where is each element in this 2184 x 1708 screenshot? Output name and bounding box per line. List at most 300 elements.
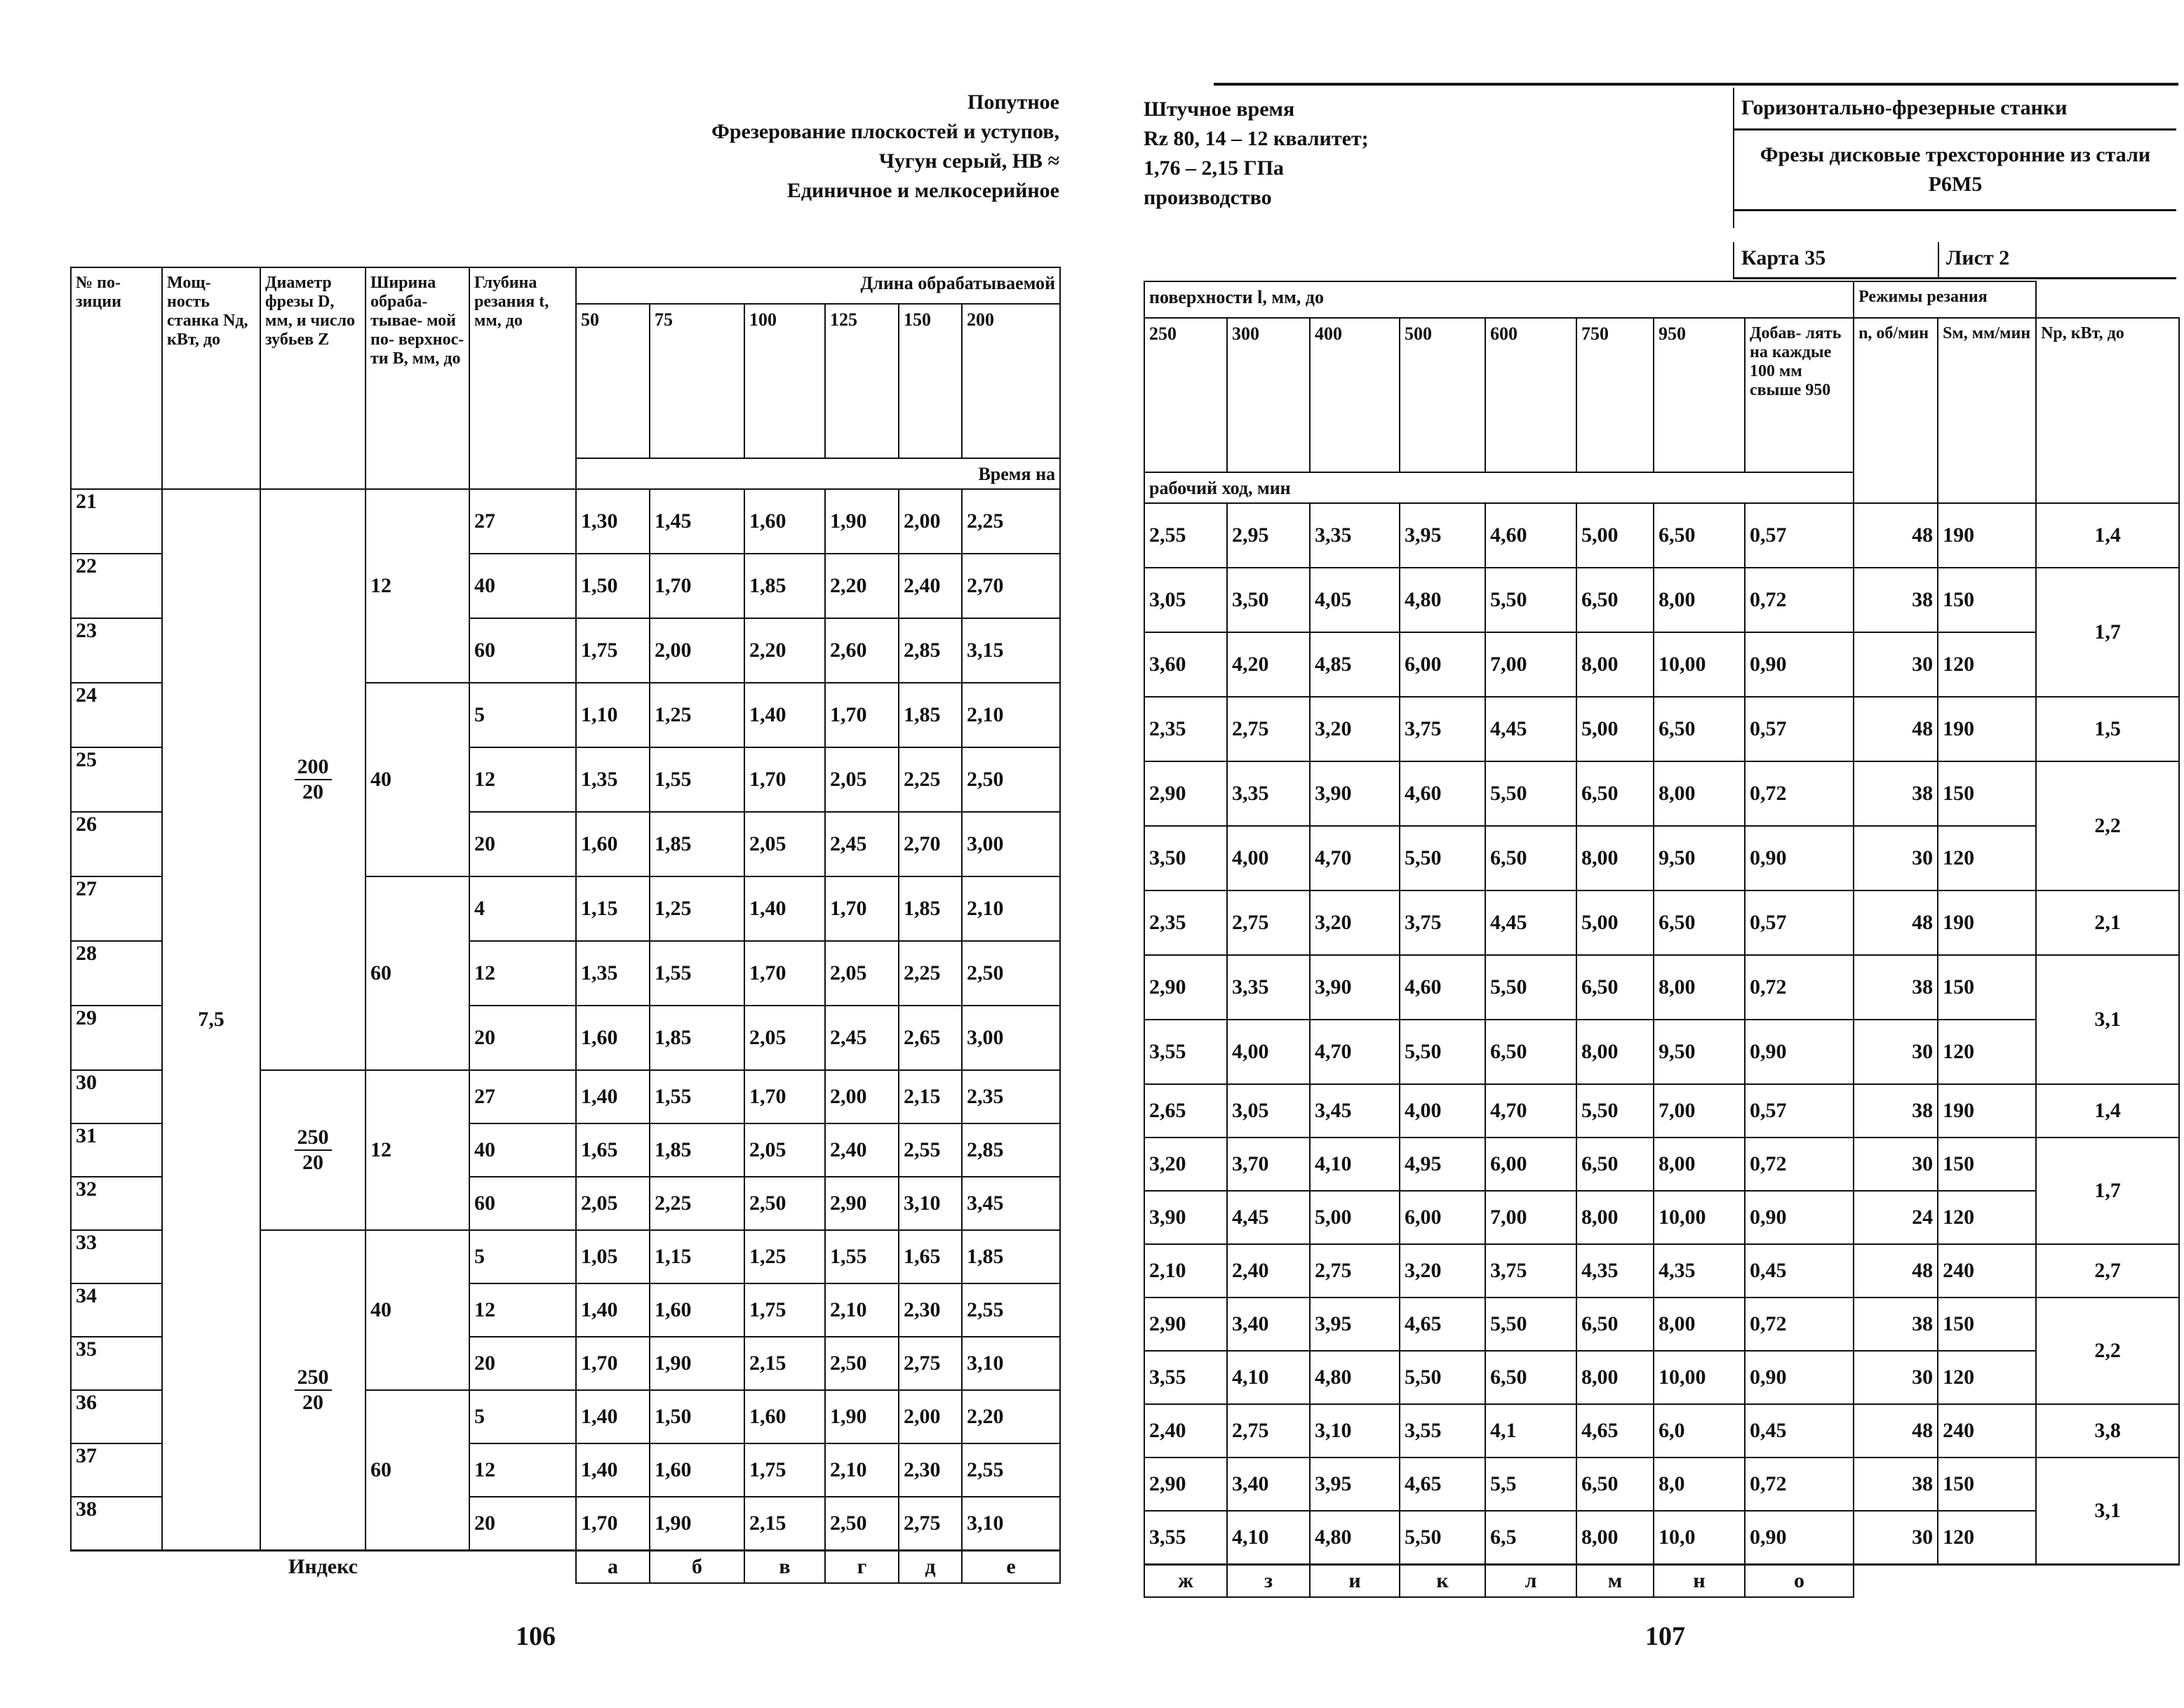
spindle-speed: 30 [1854,826,1938,890]
header-line: Фрезерование плоскостей и уступов, [711,120,1059,143]
cut-depth: 27 [469,1070,576,1123]
time-value: 3,35 [1227,955,1310,1020]
time-value: 3,35 [1227,761,1310,826]
time-value: 2,25 [899,941,962,1006]
time-value: 1,75 [576,618,650,683]
time-value: 4,65 [1400,1457,1485,1511]
time-value: 2,15 [744,1497,825,1550]
time-value: 2,35 [1144,697,1227,761]
add-value: 0,90 [1745,1191,1854,1244]
time-value: 2,90 [1144,1297,1227,1351]
time-value: 3,00 [962,1006,1060,1070]
surface-width: 12 [366,489,469,683]
time-value: 3,20 [1310,697,1400,761]
cut-depth: 20 [469,812,576,876]
time-value: 8,00 [1654,1137,1745,1191]
time-value: 2,05 [744,1123,825,1177]
time-value: 2,05 [825,941,899,1006]
time-value: 3,40 [1227,1297,1310,1351]
time-value: 1,75 [744,1283,825,1337]
table-row [1144,1020,2179,1084]
header-line: 1,76 – 2,15 ГПа [1144,156,1284,180]
cut-depth: 12 [469,747,576,812]
time-value: 1,70 [744,747,825,812]
time-value: 6,00 [1485,1137,1576,1191]
time-value: 4,45 [1227,1191,1310,1244]
position-number: 38 [71,1497,162,1550]
position-number: 32 [71,1177,162,1230]
time-value: 1,60 [744,489,825,554]
spindle-speed: 30 [1854,1137,1938,1191]
feed-value: 240 [1938,1244,2036,1297]
time-value: 1,60 [576,812,650,876]
time-value: 4,60 [1485,503,1576,568]
time-value: 5,00 [1576,503,1654,568]
diameter-value: 250 [295,1366,332,1391]
time-value: 5,50 [1400,1351,1485,1404]
add-value: 0,90 [1745,1511,1854,1564]
length-header: 250 [1144,318,1227,472]
position-number: 24 [71,683,162,747]
time-value: 4,80 [1400,568,1485,632]
time-value: 1,70 [650,554,744,618]
feed-value: 240 [1938,1404,2036,1457]
position-number: 31 [71,1123,162,1177]
time-value: 4,20 [1227,632,1310,697]
time-value: 2,10 [825,1283,899,1337]
time-value: 4,85 [1310,632,1400,697]
power-value: 2,2 [2036,761,2179,890]
feed-value: 120 [1938,632,2036,697]
feed-value: 120 [1938,1511,2036,1564]
time-value: 8,00 [1654,761,1745,826]
time-value: 2,50 [962,747,1060,812]
time-value: 6,50 [1654,890,1745,955]
time-value: 6,50 [1576,761,1654,826]
time-value: 6,5 [1485,1511,1576,1564]
index-letter: о [1745,1564,1854,1597]
time-value: 3,55 [1400,1404,1485,1457]
tool-title: Фрезы дисковые трехсторонние из стали Р6М5 [1734,131,2176,211]
time-value: 1,85 [650,812,744,876]
spindle-speed: 48 [1854,1404,1938,1457]
time-value: 4,10 [1227,1511,1310,1564]
cutter-diameter [260,489,366,1070]
col-header-width: Ширина обраба- тывае- мой по- верхнос- ти B, мм, до [366,267,469,489]
time-value: 2,10 [962,683,1060,747]
time-value: 2,30 [899,1443,962,1497]
table-row [1144,1244,2179,1297]
time-value: 10,00 [1654,1351,1745,1404]
time-value: 3,20 [1400,1244,1485,1297]
cut-depth: 12 [469,941,576,1006]
spindle-speed: 48 [1854,890,1938,955]
time-value: 5,50 [1485,1297,1576,1351]
add-value: 0,90 [1745,826,1854,890]
table-row [1144,1457,2179,1511]
time-value: 4,70 [1310,826,1400,890]
time-value: 3,35 [1310,503,1400,568]
time-value: 3,75 [1400,697,1485,761]
time-value: 4,00 [1400,1084,1485,1137]
feed-header: Sм, мм/мин [1938,318,2036,503]
position-number: 29 [71,1006,162,1070]
time-value: 2,20 [962,1390,1060,1443]
time-value: 2,70 [899,812,962,876]
time-value: 2,15 [899,1070,962,1123]
card-number: Карта 35 [1734,242,1939,277]
index-label: Индекс [71,1550,576,1583]
time-value: 8,00 [1576,826,1654,890]
index-letter: м [1576,1564,1654,1597]
diameter-value: 250 [295,1126,332,1151]
table-row [1144,697,2179,761]
time-value: 4,35 [1576,1244,1654,1297]
add-value: 0,72 [1745,761,1854,826]
time-value: 1,50 [576,554,650,618]
time-value: 3,95 [1310,1457,1400,1511]
time-value: 4,35 [1654,1244,1745,1297]
time-value: 8,00 [1576,632,1654,697]
add-value: 0,57 [1745,697,1854,761]
feed-value: 190 [1938,697,2036,761]
time-value: 2,05 [744,812,825,876]
table-row [1144,890,2179,955]
time-value: 6,50 [1576,1297,1654,1351]
time-value: 1,55 [650,941,744,1006]
header-line: Единичное и мелкосерийное [786,179,1059,202]
index-letter: а [576,1550,650,1583]
header-line: Rz 80, 14 – 12 квалитет; [1144,127,1369,150]
position-number: 34 [71,1283,162,1337]
time-value: 7,00 [1654,1084,1745,1137]
right-table [1144,281,2180,1598]
header-line: Чугун серый, НВ ≈ [878,149,1059,173]
surface-length-header: поверхности l, мм, до [1144,281,1854,318]
length-header: 600 [1485,318,1576,472]
time-value: 5,5 [1485,1457,1576,1511]
time-value: 2,85 [962,1123,1060,1177]
time-value: 2,00 [650,618,744,683]
surface-width: 60 [366,1390,469,1550]
cut-depth: 20 [469,1006,576,1070]
time-value: 2,15 [744,1337,825,1390]
time-value: 1,35 [576,747,650,812]
time-value: 1,60 [744,1390,825,1443]
time-value: 6,50 [1576,568,1654,632]
add-value: 0,90 [1745,632,1854,697]
time-value: 3,20 [1144,1137,1227,1191]
time-value: 2,45 [825,812,899,876]
spindle-speed: 24 [1854,1191,1938,1244]
index-letter: в [744,1550,825,1583]
time-value: 2,75 [1227,890,1310,955]
time-value: 3,50 [1144,826,1227,890]
add-value: 0,72 [1745,1457,1854,1511]
time-value: 4,65 [1400,1297,1485,1351]
col-header-length: Длина обрабатываемой [576,267,1060,304]
table-row [71,489,1060,554]
col-header-depth: Глубина резания t, мм, до [469,267,576,489]
time-value: 3,10 [1310,1404,1400,1457]
position-number: 28 [71,941,162,1006]
time-value: 10,00 [1654,1191,1745,1244]
surface-width: 12 [366,1070,469,1230]
time-value: 2,50 [825,1337,899,1390]
spindle-speed: 38 [1854,1457,1938,1511]
blank-header [2036,281,2179,318]
add-value: 0,45 [1745,1404,1854,1457]
time-value: 1,10 [576,683,650,747]
card-row [1733,242,2176,279]
time-value: 1,70 [744,941,825,1006]
length-header: 150 [899,304,962,458]
time-value: 2,60 [825,618,899,683]
time-value: 3,10 [962,1497,1060,1550]
time-value: 2,90 [825,1177,899,1230]
index-letter: к [1400,1564,1485,1597]
time-value: 1,85 [899,876,962,941]
add-value: 0,72 [1745,1137,1854,1191]
index-letter: е [962,1550,1060,1583]
time-value: 2,25 [962,489,1060,554]
page-number: 106 [516,1622,556,1651]
time-value: 4,80 [1310,1511,1400,1564]
position-number: 25 [71,747,162,812]
time-value: 2,70 [962,554,1060,618]
time-value: 1,25 [744,1230,825,1283]
time-value: 3,10 [899,1177,962,1230]
feed-value: 150 [1938,761,2036,826]
time-value: 1,90 [825,489,899,554]
time-value: 2,20 [744,618,825,683]
cut-depth: 4 [469,876,576,941]
time-value: 2,65 [899,1006,962,1070]
cutter-diameter [260,1230,366,1550]
teeth-count: 20 [302,1151,323,1174]
time-value: 1,90 [825,1390,899,1443]
time-value: 4,00 [1227,1020,1310,1084]
time-value: 2,55 [1144,503,1227,568]
time-value: 2,10 [1144,1244,1227,1297]
length-header: 500 [1400,318,1485,472]
time-value: 2,65 [1144,1084,1227,1137]
time-value: 2,75 [899,1497,962,1550]
top-rule [1214,83,2178,86]
index-letter: д [899,1550,962,1583]
add-value: 0,57 [1745,1084,1854,1137]
index-letter: з [1227,1564,1310,1597]
position-number: 21 [71,489,162,554]
index-letter: ж [1144,1564,1227,1597]
surface-width: 40 [366,1230,469,1390]
time-value: 1,30 [576,489,650,554]
spindle-speed: 38 [1854,1084,1938,1137]
cut-depth: 20 [469,1497,576,1550]
time-value: 3,55 [1144,1511,1227,1564]
table-row [1144,955,2179,1020]
time-value: 3,40 [1227,1457,1310,1511]
time-value: 2,45 [825,1006,899,1070]
surface-width: 60 [366,876,469,1070]
time-value: 2,85 [899,618,962,683]
time-value: 3,70 [1227,1137,1310,1191]
time-value: 3,10 [962,1337,1060,1390]
time-value: 4,95 [1400,1137,1485,1191]
time-value: 1,70 [576,1497,650,1550]
time-value: 1,65 [899,1230,962,1283]
table-row [1144,1191,2179,1244]
time-value: 8,0 [1654,1457,1745,1511]
length-header: 50 [576,304,650,458]
time-value: 2,35 [962,1070,1060,1123]
spindle-speed-header: n, об/мин [1854,318,1938,503]
feed-value: 190 [1938,890,2036,955]
time-value: 1,70 [825,683,899,747]
time-value: 2,40 [1227,1244,1310,1297]
spindle-speed: 30 [1854,1511,1938,1564]
table-row [1144,568,2179,632]
time-value: 1,50 [650,1390,744,1443]
position-number: 33 [71,1230,162,1283]
time-value: 1,60 [576,1006,650,1070]
time-value: 3,95 [1310,1297,1400,1351]
cut-depth: 60 [469,618,576,683]
time-value: 5,50 [1576,1084,1654,1137]
diameter-value: 200 [295,755,332,780]
spindle-speed: 48 [1854,697,1938,761]
time-value: 8,00 [1576,1511,1654,1564]
time-value: 2,05 [825,747,899,812]
table-row [1144,632,2179,697]
time-value: 2,55 [899,1123,962,1177]
power-value: 1,4 [2036,503,2179,568]
time-value: 1,15 [576,876,650,941]
time-value: 1,60 [650,1283,744,1337]
time-value: 10,0 [1654,1511,1745,1564]
time-value: 6,50 [1576,1457,1654,1511]
add-value: 0,45 [1745,1244,1854,1297]
left-header [711,88,1059,206]
feed-value: 150 [1938,1297,2036,1351]
time-value: 2,20 [825,554,899,618]
time-value: 2,75 [1227,1404,1310,1457]
power-header: Np, кВт, до [2036,318,2179,503]
work-stroke-header: рабочий ход, мин [1144,472,1854,503]
time-value: 3,05 [1227,1084,1310,1137]
index-blank [1854,1564,2179,1597]
time-value: 1,25 [650,683,744,747]
time-value: 4,10 [1310,1137,1400,1191]
position-number: 36 [71,1390,162,1443]
time-value: 5,00 [1310,1191,1400,1244]
time-value: 4,65 [1576,1404,1654,1457]
time-value: 6,0 [1654,1404,1745,1457]
position-number: 37 [71,1443,162,1497]
feed-value: 150 [1938,1457,2036,1511]
time-value: 2,75 [1310,1244,1400,1297]
time-value: 1,35 [576,941,650,1006]
time-value: 1,85 [962,1230,1060,1283]
sheet-number: Лист 2 [1946,246,2010,269]
time-value: 2,00 [899,1390,962,1443]
position-number: 35 [71,1337,162,1390]
right-page [1123,0,2184,1708]
time-value: 2,55 [962,1443,1060,1497]
add-value: 0,72 [1745,568,1854,632]
time-value: 1,55 [825,1230,899,1283]
time-value: 4,1 [1485,1404,1576,1457]
time-value: 2,40 [1144,1404,1227,1457]
time-value: 9,50 [1654,826,1745,890]
index-letter: г [825,1550,899,1583]
col-header-diameter: Диаметр фрезы D, мм, и число зубьев Z [260,267,366,489]
time-value: 2,90 [1144,1457,1227,1511]
cut-depth: 20 [469,1337,576,1390]
time-value: 4,10 [1227,1351,1310,1404]
time-value: 1,55 [650,1070,744,1123]
time-value: 2,75 [1227,697,1310,761]
time-value: 5,00 [1576,890,1654,955]
spindle-speed: 48 [1854,1244,1938,1297]
power-value: 1,5 [2036,697,2179,761]
table-row [1144,1404,2179,1457]
right-header [1144,95,1369,213]
header-line: производство [1144,186,1272,209]
feed-value: 120 [1938,1191,2036,1244]
time-value: 8,00 [1576,1191,1654,1244]
time-value: 8,00 [1654,955,1745,1020]
time-value: 3,90 [1310,761,1400,826]
time-value: 2,40 [899,554,962,618]
position-number: 23 [71,618,162,683]
time-value: 5,00 [1576,697,1654,761]
index-letter: л [1485,1564,1576,1597]
time-value: 1,70 [576,1337,650,1390]
cut-depth: 40 [469,554,576,618]
machine-power: 7,5 [162,489,260,1550]
index-letter: и [1310,1564,1400,1597]
time-value: 4,60 [1400,761,1485,826]
power-value: 3,8 [2036,1404,2179,1457]
spindle-speed: 30 [1854,1020,1938,1084]
power-value: 3,1 [2036,1457,2179,1564]
time-value: 1,40 [576,1443,650,1497]
feed-value: 120 [1938,1020,2036,1084]
time-value: 2,50 [825,1497,899,1550]
power-value: 3,1 [2036,955,2179,1084]
time-value: 2,95 [1227,503,1310,568]
time-value: 3,45 [1310,1084,1400,1137]
table-row [1144,761,2179,826]
feed-value: 150 [1938,568,2036,632]
surface-width: 40 [366,683,469,876]
time-value: 2,10 [825,1443,899,1497]
time-value: 1,85 [899,683,962,747]
teeth-count: 20 [302,780,323,803]
time-value: 8,00 [1654,1297,1745,1351]
length-header: 100 [744,304,825,458]
time-value: 3,75 [1400,890,1485,955]
time-value: 2,30 [899,1283,962,1337]
cut-depth: 12 [469,1283,576,1337]
time-value: 1,60 [650,1443,744,1497]
header-line: Попутное [967,91,1059,114]
power-value: 1,7 [2036,568,2179,697]
time-value: 10,00 [1654,632,1745,697]
time-value: 5,50 [1485,568,1576,632]
time-value: 5,50 [1485,761,1576,826]
